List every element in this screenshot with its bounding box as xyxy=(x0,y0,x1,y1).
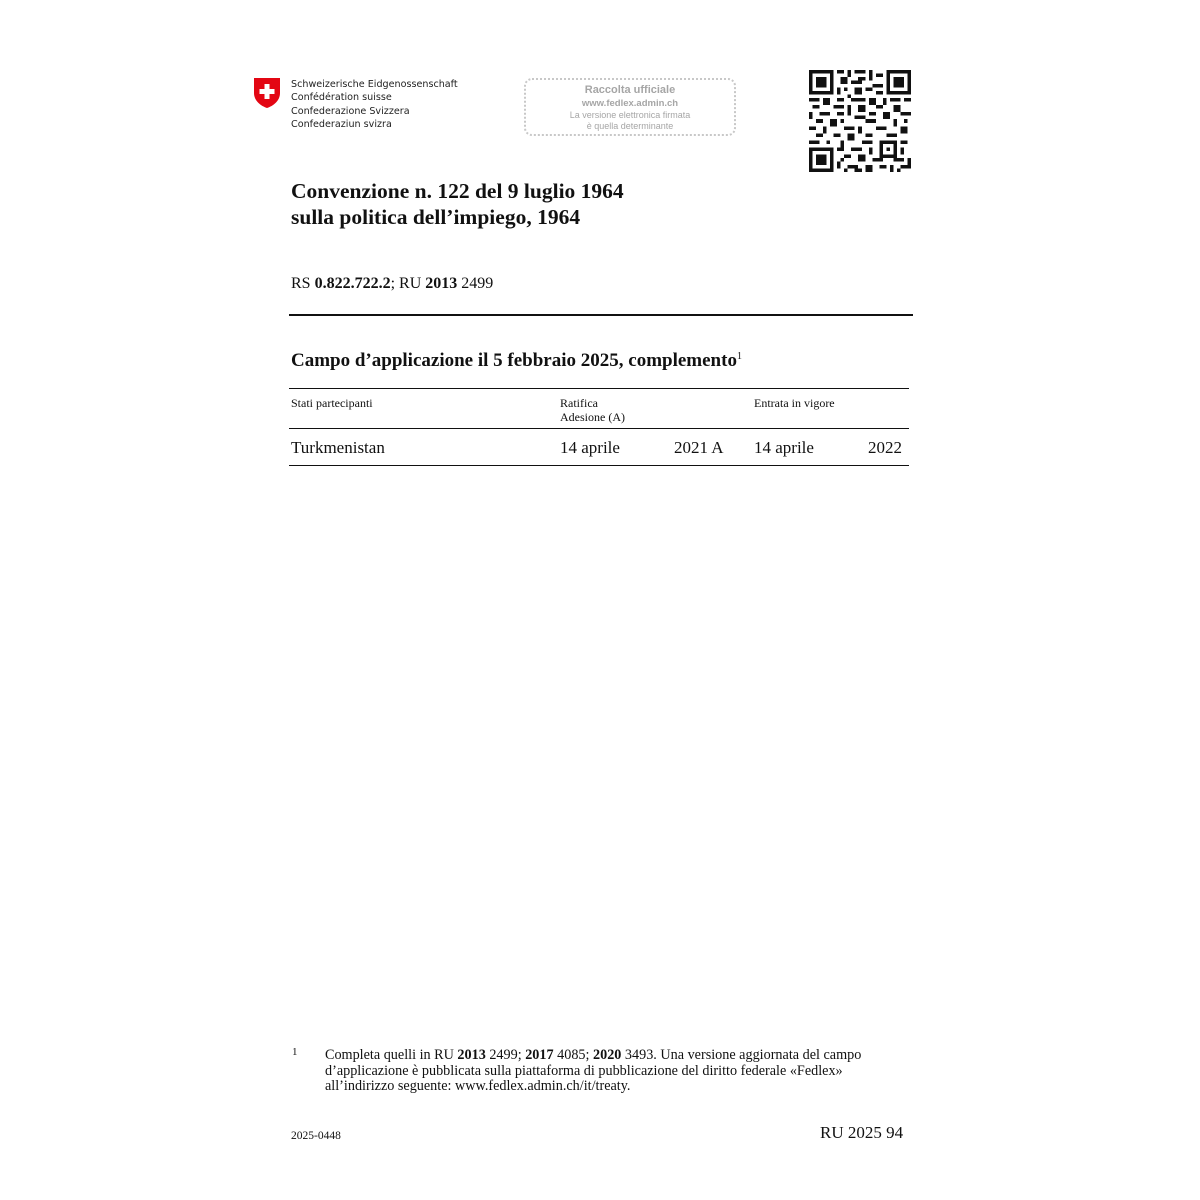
footnote-bold-year: 2013 xyxy=(457,1047,486,1063)
table-top-rule xyxy=(289,388,909,389)
title-line-1: Convenzione n. 122 del 9 luglio 1964 xyxy=(291,179,624,203)
cell-state: Turkmenistan xyxy=(291,438,385,457)
footnote-text xyxy=(325,1048,915,1095)
table-header-rule xyxy=(289,428,909,429)
federation-names xyxy=(291,78,458,132)
stamp-title: Raccolta ufficiale xyxy=(584,84,676,96)
column-header-states: Stati partecipanti xyxy=(291,396,373,410)
ru-page: 2499 xyxy=(457,275,494,292)
column-header-entry: Entrata in vigore xyxy=(754,396,835,410)
section-title xyxy=(291,350,742,372)
footnote-marker[interactable]: 1 xyxy=(736,351,742,362)
cell-ratification-year: 2021 A xyxy=(674,438,724,457)
federation-name-fr: Confédération suisse xyxy=(291,92,392,104)
swiss-coat-of-arms-icon xyxy=(253,77,281,109)
ru-reference: RU 2025 94 xyxy=(820,1123,904,1142)
footnote-part: 4085; xyxy=(553,1047,593,1063)
federation-name-it: Confederazione Svizzera xyxy=(291,105,410,117)
header-divider xyxy=(289,314,913,316)
ru-separator: ; RU xyxy=(390,275,426,292)
document-title xyxy=(291,178,624,230)
rs-number: 0.822.722.2 xyxy=(314,275,391,292)
stamp-note-2: è quella determinante xyxy=(586,121,674,131)
ru-year: 2013 xyxy=(425,275,458,292)
federation-name-rm: Confederaziun svizra xyxy=(291,119,392,131)
column-header-ratification-line-2: Adesione (A) xyxy=(560,410,625,424)
qr-code-icon[interactable] xyxy=(809,70,911,172)
stamp-url: www.fedlex.admin.ch xyxy=(581,98,679,109)
footnote-part: 3493. Una versione aggiornata del campo d’applicazione è pubblicata sulla piattaforma di pubblicazione del diritto federale «Fedlex» all’indirizzo seguente: www.fedlex.admin.ch/it/treaty. xyxy=(325,1047,862,1094)
rs-prefix: RS xyxy=(291,275,315,292)
table-bottom-rule xyxy=(289,465,909,466)
document-number: 2025-0448 xyxy=(291,1130,341,1142)
official-collection-stamp xyxy=(524,78,736,136)
footnote-bold-year: 2020 xyxy=(593,1047,622,1063)
column-header-ratification-line-1: Ratifica xyxy=(560,396,598,410)
cell-entry-year: 2022 xyxy=(868,438,902,457)
footnote-number: 1 xyxy=(292,1046,298,1058)
section-title-text: Campo d’applicazione il 5 febbraio 2025, complemento xyxy=(291,350,737,371)
reference-line xyxy=(291,275,493,293)
cell-entry-date: 14 aprile xyxy=(754,438,814,457)
stamp-note-1: La versione elettronica firmata xyxy=(569,110,691,120)
federation-name-de: Schweizerische Eidgenossenschaft xyxy=(291,79,458,90)
column-header-ratification xyxy=(560,396,625,424)
footnote-part: Completa quelli in RU xyxy=(325,1047,458,1063)
footnote-part: 2499; xyxy=(485,1047,526,1063)
footnote-bold-year: 2017 xyxy=(525,1047,554,1063)
cell-ratification-date: 14 aprile xyxy=(560,438,620,457)
title-line-2: sulla politica dell’impiego, 1964 xyxy=(291,205,581,229)
